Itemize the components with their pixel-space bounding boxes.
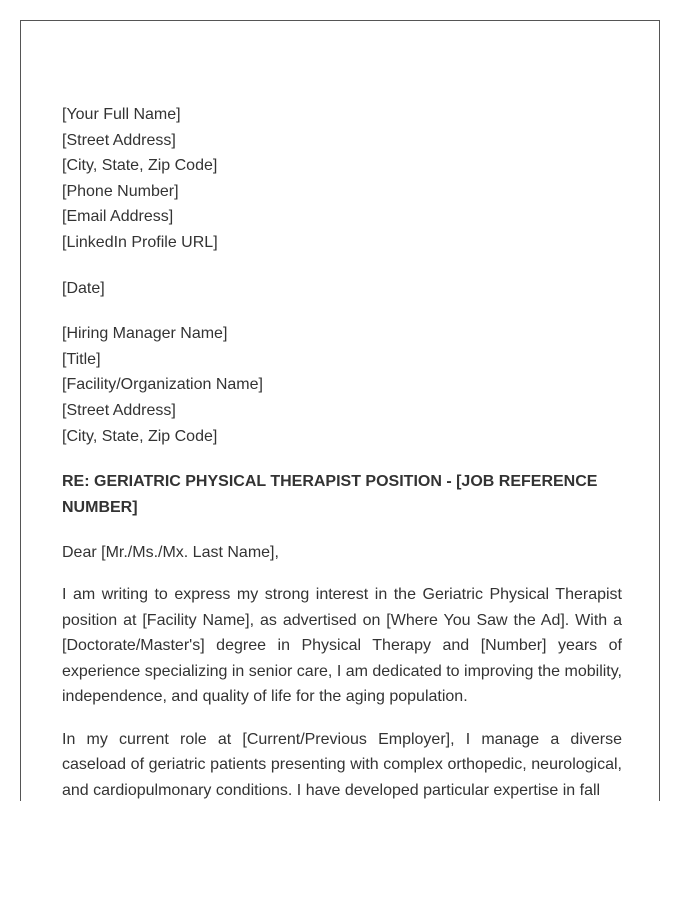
sender-linkedin: [LinkedIn Profile URL]	[62, 233, 218, 251]
recipient-city-state-zip: [City, State, Zip Code]	[62, 427, 218, 445]
recipient-street-address: [Street Address]	[62, 401, 176, 419]
subject-line: RE: GERIATRIC PHYSICAL THERAPIST POSITION - [JOB REFERENCE NUMBER]	[62, 473, 598, 516]
sender-city-state-zip: [City, State, Zip Code]	[62, 157, 218, 175]
date-line: [Date]	[62, 279, 105, 297]
recipient-organization: [Facility/Organization Name]	[62, 376, 263, 394]
sender-phone: [Phone Number]	[62, 182, 179, 200]
recipient-name: [Hiring Manager Name]	[62, 325, 228, 343]
recipient-address-block	[62, 321, 622, 449]
sender-street-address: [Street Address]	[62, 131, 176, 149]
letter-content	[62, 102, 622, 801]
sender-name: [Your Full Name]	[62, 106, 181, 123]
sender-address-block	[62, 102, 622, 256]
body-paragraph-2: In my current role at [Current/Previous Employer], I manage a diverse caseload of geriatric patients presenting with complex orthopedic, neurological, and cardiopulmonary conditions. I have developed particular expertise in fall	[62, 730, 622, 800]
sender-email: [Email Address]	[62, 208, 174, 226]
recipient-title: [Title]	[62, 350, 101, 368]
salutation: Dear [Mr./Ms./Mx. Last Name],	[62, 544, 279, 562]
letter-page	[20, 20, 660, 801]
body-paragraph-1: I am writing to express my strong interest in the Geriatric Physical Therapist position at [Facility Name], as advertised on [Where You Saw the Ad]. With a [Doctorate/Master's] degree in Physical Therapy and [Number] years of experience specializing in senior care, I am dedicated to improving the mobility, independence, and quality of life for the aging population.	[62, 585, 622, 706]
